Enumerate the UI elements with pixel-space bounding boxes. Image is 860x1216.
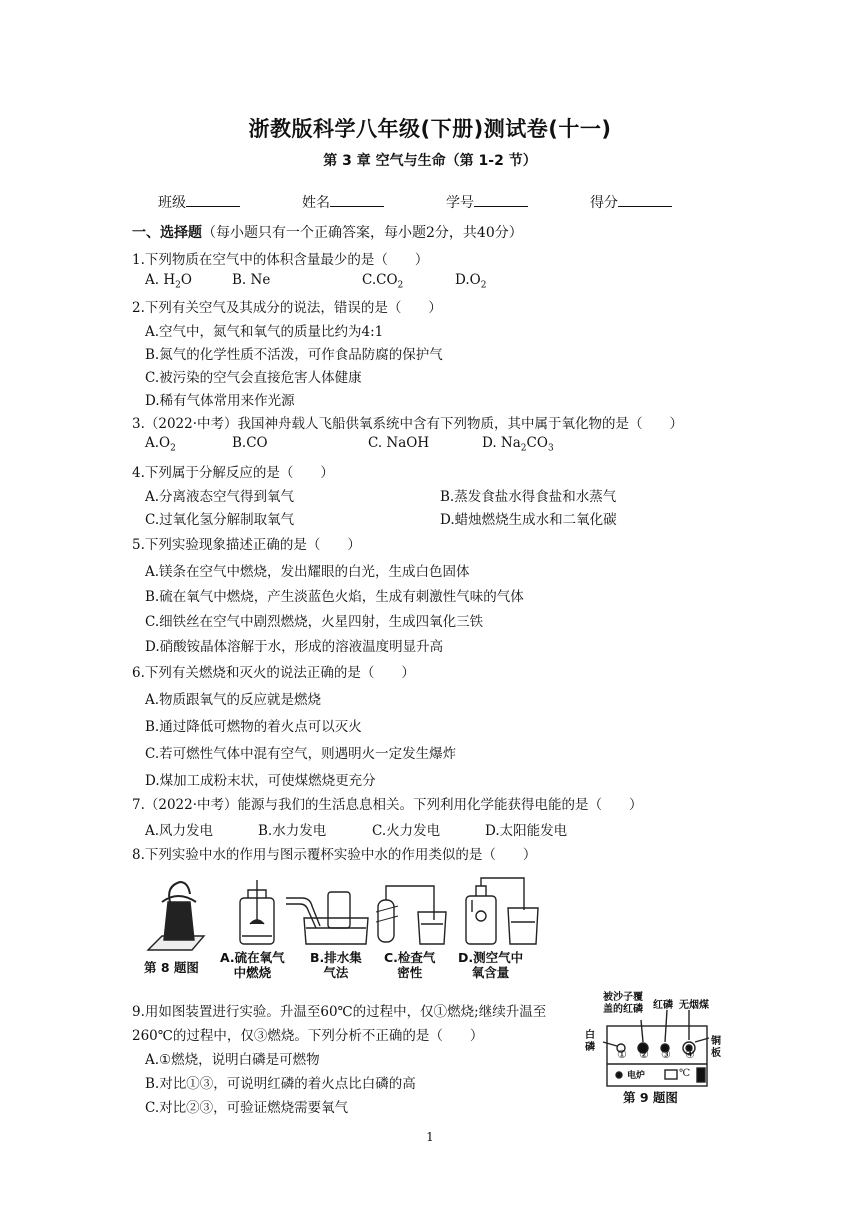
q9-figure-caption: 第 9 题图 (623, 1090, 678, 1105)
q9-stem-line1: 9.用如图装置进行实验。升温至60℃的过程中，仅①燃烧;继续升温至 (132, 1004, 547, 1020)
name-field[interactable] (302, 192, 384, 212)
score-field[interactable] (590, 192, 672, 212)
q3-option-d: D. $Na_2CO_3$ (482, 435, 554, 454)
q3-option-a: $A.O_2$ (145, 435, 176, 454)
q1-option-d: $D.O_2$ (455, 272, 487, 291)
score-label: 得分 (590, 195, 618, 211)
page-title: 浙教版科学八年级(下册)测试卷(十一) (248, 117, 612, 141)
q9-marker-1: ① (617, 1048, 627, 1061)
name-label: 姓名 (302, 195, 330, 211)
q1-option-a: A. $H_2O$ (145, 272, 192, 291)
q3-stem: 3.（2022·中考）我国神舟载人飞船供氧系统中含有下列物质，其中属于氧化物的是（ ） (132, 416, 684, 432)
q2-stem: 2.下列有关空气及其成分的说法，错误的是（ ） (132, 300, 442, 316)
q9-label-red-phosphorus: 红磷 (653, 1000, 673, 1011)
class-blank[interactable] (186, 193, 240, 207)
number-blank[interactable] (474, 193, 528, 207)
q8-caption-b: B.排水集 气法 (310, 950, 362, 980)
q6-option-c: C.若可燃性气体中混有空气，则遇明火一定发生爆炸 (145, 746, 457, 762)
class-label: 班级 (158, 195, 186, 211)
q4-stem: 4.下列属于分解反应的是（ ） (132, 465, 334, 481)
q2-option-c: C.被污染的空气会直接危害人体健康 (145, 370, 362, 386)
q9-option-b: B.对比①③，可说明红磷的着火点比白磷的高 (145, 1076, 416, 1092)
q3-option-c: C. NaOH (368, 435, 430, 451)
q9-figure (585, 990, 725, 1110)
q2-option-b: B.氮气的化学性质不活泼，可作食品防腐的保护气 (145, 347, 443, 363)
section-note: （每小题只有一个正确答案，每小题2分，共40分） (202, 225, 523, 241)
q1-option-c: $C.CO_2$ (362, 272, 404, 291)
q9-label-furnace: 电炉 (627, 1071, 646, 1081)
number-field[interactable] (446, 192, 528, 212)
q7-stem: 7.（2022·中考）能源与我们的生活息息相关。下列利用化学能获得电能的是（ ） (132, 797, 643, 813)
q5-option-b: B.硫在氧气中燃烧，产生淡蓝色火焰，生成有刺激性气味的气体 (145, 589, 524, 605)
page-number: 1 (426, 1130, 434, 1144)
page-subtitle: 第 3 章 空气与生命（第 1-2 节） (323, 153, 537, 169)
q2-option-d: D.稀有气体常用来作光源 (145, 393, 295, 409)
q9-marker-3: ③ (661, 1048, 671, 1061)
q9-label-copper-plate: 铜 板 (711, 1036, 721, 1059)
q9-marker-4: ④ (685, 1048, 695, 1061)
q8-caption-a: A.硫在氧气 中燃烧 (220, 950, 285, 980)
q5-option-a: A.镁条在空气中燃烧，发出耀眼的白光，生成白色固体 (145, 564, 470, 580)
name-blank[interactable] (330, 193, 384, 207)
q5-option-d: D.硝酸铵晶体溶解于水，形成的溶液温度明显升高 (145, 639, 444, 655)
q9-option-c: C.对比②③，可验证燃烧需要氧气 (145, 1100, 349, 1116)
q4-option-a: A.分离液态空气得到氧气 (145, 489, 295, 505)
q1-option-b: B. Ne (232, 272, 271, 288)
q4-option-b: B.蒸发食盐水得食盐和水蒸气 (440, 489, 617, 505)
q8-stem: 8.下列实验中水的作用与图示覆杯实验中水的作用类似的是（ ） (132, 847, 537, 863)
q4-option-c: C.过氧化氢分解制取氧气 (145, 512, 295, 528)
q3-option-b: B.CO (232, 435, 268, 451)
q8-figure (140, 872, 540, 982)
q9-label-anthracite: 无烟煤 (679, 1000, 709, 1011)
q7-option-d: D.太阳能发电 (485, 823, 568, 839)
class-field[interactable] (158, 192, 240, 212)
q7-option-c: C.火力发电 (372, 823, 441, 839)
q9-label-sand-covered-red-phosphorus: 被沙子覆 盖的红磷 (603, 992, 643, 1015)
q8-caption-d: D.测空气中 氧含量 (458, 950, 524, 980)
q2-option-a: A.空气中，氮气和氧气的质量比约为4:1 (145, 324, 384, 340)
q6-stem: 6.下列有关燃烧和灭火的说法正确的是（ ） (132, 665, 415, 681)
number-label: 学号 (446, 195, 474, 211)
q5-option-c: C.细铁丝在空气中剧烈燃烧，火星四射，生成四氧化三铁 (145, 614, 484, 630)
score-blank[interactable] (618, 193, 672, 207)
q9-label-white-phosphorus: 白 磷 (585, 1030, 595, 1053)
q6-option-d: D.煤加工成粉末状，可使煤燃烧更充分 (145, 773, 376, 789)
q6-option-b: B.通过降低可燃物的着火点可以灭火 (145, 719, 362, 735)
q9-marker-2: ② (639, 1048, 649, 1061)
q8-caption-c: C.检查气 密性 (384, 950, 436, 980)
q9-label-degree: ℃ (679, 1068, 691, 1079)
section-title: 一、选择题 (132, 225, 202, 241)
q7-option-a: A.风力发电 (145, 823, 214, 839)
q5-stem: 5.下列实验现象描述正确的是（ ） (132, 537, 361, 553)
q1-stem: 1.下列物质在空气中的体积含量最少的是（ ） (132, 252, 429, 268)
q8-figure-caption: 第 8 题图 (144, 960, 199, 975)
q7-option-b: B.水力发电 (258, 823, 327, 839)
q9-option-a: A.①燃烧，说明白磷是可燃物 (145, 1052, 320, 1068)
section-heading (132, 222, 523, 242)
q4-option-d: D.蜡烛燃烧生成水和二氧化碳 (440, 512, 617, 528)
q9-stem-line2: 260℃的过程中，仅③燃烧。下列分析不正确的是（ ） (132, 1028, 484, 1044)
q6-option-a: A.物质跟氧气的反应就是燃烧 (145, 692, 322, 708)
